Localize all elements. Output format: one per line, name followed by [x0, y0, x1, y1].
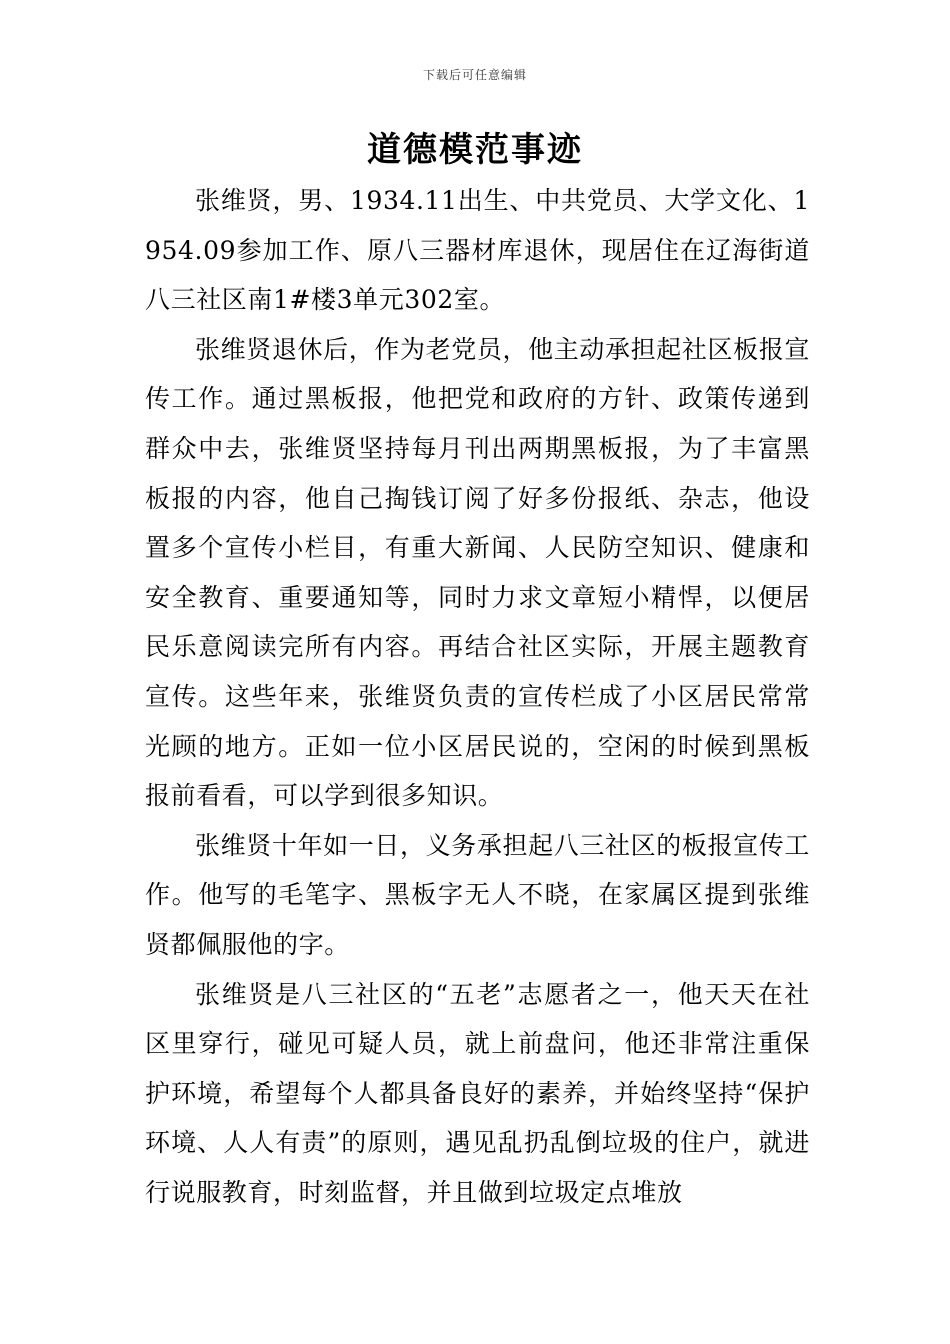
page-title: 道德模范事迹: [367, 130, 583, 170]
paragraph: 张维贤，男、1934.11出生、中共党员、大学文化、1954.09参加工作、原八三器材库退休，现居住在辽海街道八三社区南1#楼3单元302室。: [145, 186, 810, 315]
paragraph: 张维贤十年如一日，义务承担起八三社区的板报宣传工作。他写的毛笔字、黑板字无人不晓，在家属区提到张维贤都佩服他的字。: [145, 830, 810, 959]
document-body: [145, 176, 810, 1217]
paragraph: 张维贤是八三社区的“五老”志愿者之一，他天天在社区里穿行，碰见可疑人员，就上前盘问，他还非常注重保护环境，希望每个人都具备良好的素养，并始终坚持“保护环境、人人有责”的原则，遇见乱扔乱倒垃圾的住户，就进行说服教育，时刻监督，并且做到垃圾定点堆放: [145, 979, 810, 1207]
paragraph: 张维贤退休后，作为老党员，他主动承担起社区板报宣传工作。通过黑板报，他把党和政府的方针、政策传递到群众中去，张维贤坚持每月刊出两期黑板报，为了丰富黑板报的内容，他自己掏钱订阅了好多份报纸、杂志，他设置多个宣传小栏目，有重大新闻、人民防空知识、健康和安全教育、重要通知等，同时力求文章短小精悍，以便居民乐意阅读完所有内容。再结合社区实际，开展主题教育宣传。这些年来，张维贤负责的宣传栏成了小区居民常常光顾的地方。正如一位小区居民说的，空闲的时候到黑板报前看看，可以学到很多知识。: [145, 334, 810, 811]
header-note: 下载后可任意编辑: [422, 68, 527, 82]
